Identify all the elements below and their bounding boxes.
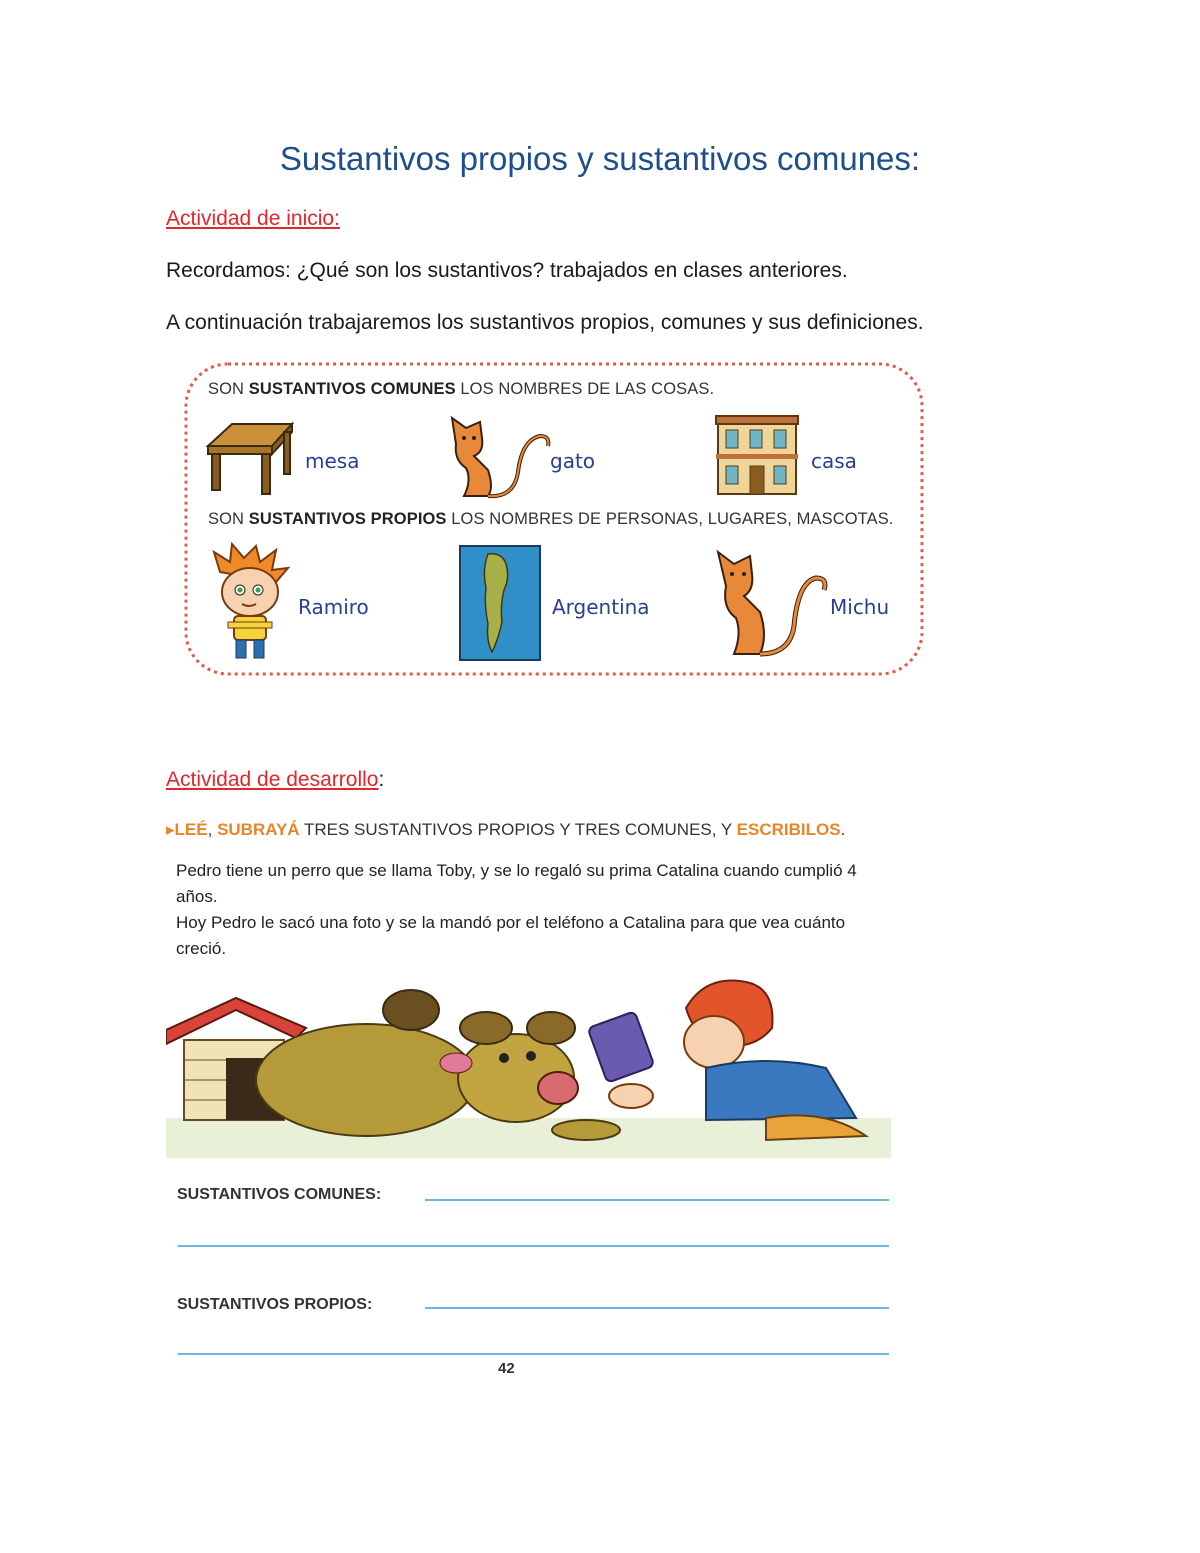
propios-definition: [208, 510, 894, 529]
page-title: Sustantivos propios y sustantivos comunes:: [279, 140, 921, 177]
desarrollo-heading-colon: :: [378, 768, 385, 791]
answer-line-comunes-2[interactable]: [178, 1245, 889, 1247]
instruction-middle: TRES SUSTANTIVOS PROPIOS Y TRES COMUNES, Y: [299, 820, 737, 839]
instruction-end: .: [840, 820, 846, 839]
comunes-suffix: LOS NOMBRES DE LAS COSAS.: [455, 380, 715, 398]
instruction-subraya: SUBRAYÁ: [217, 820, 300, 839]
story-paragraph-2: Hoy Pedro le sacó una foto y se la mandó por el teléfono a Catalina para que vea cuánto creció.: [176, 913, 846, 958]
sustantivos-illustration-box: [178, 356, 930, 684]
word-argentina: Argentina: [552, 595, 650, 619]
propios-suffix: LOS NOMBRES DE PERSONAS, LUGARES, MASCOTAS.: [446, 510, 894, 528]
dog-and-boy-illustration: [166, 968, 891, 1158]
word-gato: gato: [550, 449, 596, 473]
desarrollo-heading-text: Actividad de desarrollo: [166, 768, 379, 791]
word-michu: Michu: [830, 595, 890, 619]
comunes-prefix: SON: [208, 380, 249, 398]
cat-icon: [444, 410, 554, 500]
cat-michu-icon: [712, 546, 830, 658]
boy-icon: [212, 542, 292, 660]
instruction-lee: LEÉ: [174, 820, 208, 839]
inicio-paragraph-2: A continuación trabajaremos los sustantivos propios, comunes y sus definiciones.: [166, 311, 924, 334]
inicio-heading-text: Actividad de inicio:: [166, 207, 340, 230]
propios-prefix: SON: [208, 510, 249, 528]
label-sustantivos-propios: SUSTANTIVOS PROPIOS:: [177, 1296, 373, 1313]
page-number: 42: [498, 1360, 515, 1377]
comunes-definition: [208, 380, 714, 399]
house-icon: [714, 414, 800, 496]
instruction-sep: ,: [207, 820, 218, 839]
instruction-marker-icon: ▸: [166, 820, 175, 839]
inicio-heading: [166, 207, 340, 231]
label-sustantivos-comunes: SUSTANTIVOS COMUNES:: [177, 1186, 382, 1203]
word-ramiro: Ramiro: [298, 595, 369, 619]
word-casa: casa: [811, 449, 857, 473]
table-icon: [202, 418, 294, 496]
map-argentina-icon: [458, 544, 542, 662]
answer-line-comunes-1[interactable]: [425, 1199, 889, 1201]
desarrollo-heading: [166, 768, 384, 792]
instruction-escribilos: ESCRIBILOS: [736, 820, 841, 839]
story-paragraph-1: Pedro tiene un perro que se llama Toby, y se lo regaló su prima Catalina cuando cumplió 4 años.: [176, 861, 857, 906]
answer-line-propios-1[interactable]: [425, 1307, 889, 1309]
story-text: [176, 858, 896, 962]
comunes-bold: SUSTANTIVOS COMUNES: [248, 380, 456, 398]
word-mesa: mesa: [305, 449, 360, 473]
inicio-paragraph-1: Recordamos: ¿Qué son los sustantivos? trabajados en clases anteriores.: [166, 259, 848, 282]
answer-line-propios-2[interactable]: [178, 1353, 889, 1355]
instruction-line: [166, 820, 845, 840]
propios-bold: SUSTANTIVOS PROPIOS: [248, 510, 447, 528]
